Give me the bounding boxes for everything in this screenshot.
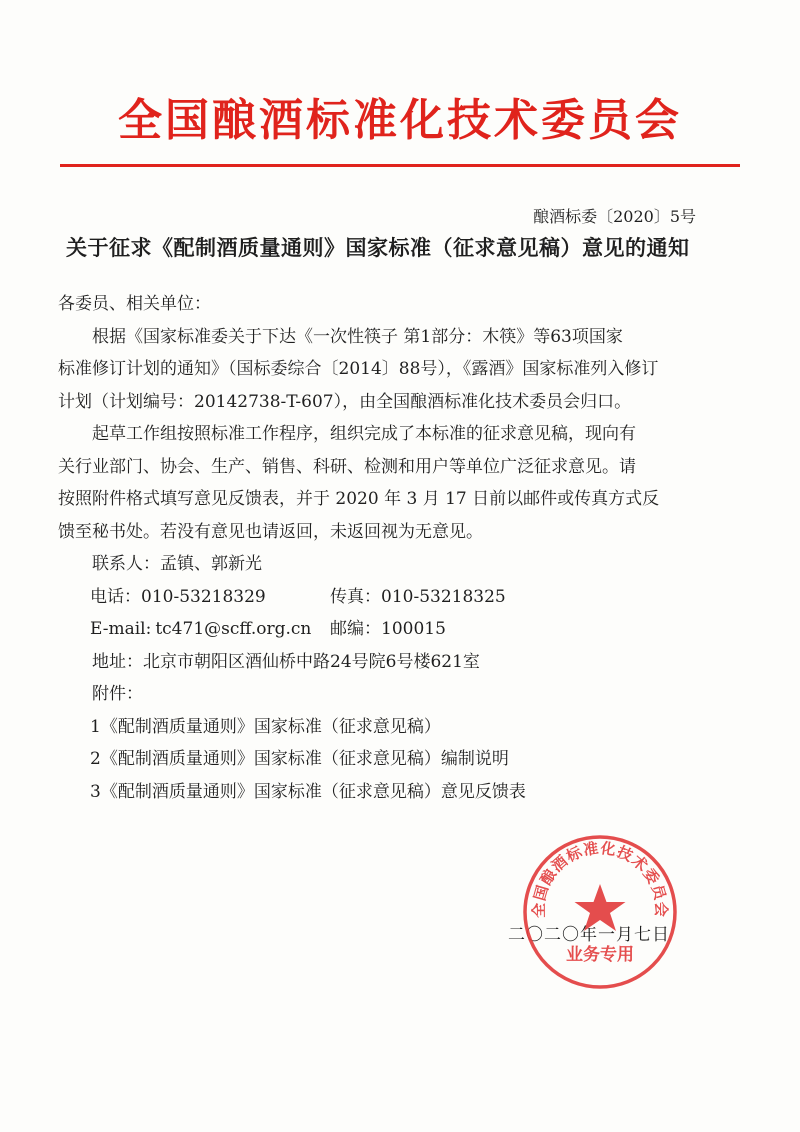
- paragraph-line: 按照附件格式填写意见反馈表，并于 2020 年 3 月 17 日前以邮件或传真方式反: [58, 489, 660, 509]
- email-label: E-mail:: [90, 619, 152, 639]
- email-postcode-row: [58, 613, 718, 646]
- phone-fax-row: [58, 581, 718, 614]
- seal-star-icon: [575, 884, 626, 931]
- attachment-item: 1《配制酒质量通则》国家标准（征求意见稿）: [90, 716, 441, 737]
- contact-persons: 联系人：孟镇、郭新光: [92, 554, 262, 574]
- document-title: 关于征求《配制酒质量通则》国家标准（征求意见稿）意见的通知: [66, 236, 690, 260]
- paragraph-1: [58, 321, 718, 419]
- paragraph-line: 根据《国家标准委关于下达《一次性筷子 第1部分：木筷》等63项国家: [92, 326, 623, 347]
- address: 地址：北京市朝阳区酒仙桥中路24号院6号楼621室: [92, 651, 480, 672]
- attachments-heading: 附件：: [92, 684, 143, 704]
- postcode-value: 100015: [381, 619, 446, 639]
- salutation: 各委员、相关单位：: [58, 294, 211, 314]
- letterhead-title: 全国酿酒标准化技术委员会: [118, 95, 682, 146]
- phone-label: 电话：: [90, 586, 141, 607]
- letterhead-divider: [60, 164, 740, 167]
- seal-outer-text: 全国酿酒标准化技术委员会: [529, 839, 671, 918]
- fax-number: 010-53218325: [381, 586, 506, 607]
- paragraph-line: 计划（计划编号：20142738-T-607），由全国酿酒标准化技术委员会归口。: [58, 391, 632, 412]
- postcode-label: 邮编：: [330, 619, 381, 639]
- attachment-item: 2《配制酒质量通则》国家标准（征求意见稿）编制说明: [90, 749, 509, 769]
- phone-number: 010-53218329: [141, 586, 266, 607]
- paragraph-line: 馈至秘书处。若没有意见也请返回，未返回视为无意见。: [58, 521, 483, 542]
- fax-label: 传真：: [330, 586, 381, 607]
- document-number: 酿酒标委〔2020〕5号: [533, 207, 696, 226]
- paragraph-line: 关行业部门、协会、生产、销售、科研、检测和用户等单位广泛征求意见。请: [58, 456, 636, 477]
- attachment-item: 3《配制酒质量通则》国家标准（征求意见稿）意见反馈表: [90, 781, 526, 802]
- paragraph-line: 标准修订计划的通知》（国标委综合〔2014〕88号），《露酒》国家标准列入修订: [58, 359, 659, 379]
- seal-bottom-text: 业务专用: [566, 945, 634, 965]
- official-seal: [520, 832, 680, 992]
- email-address: tc471@scff.org.cn: [155, 619, 312, 639]
- document-body: [58, 288, 718, 808]
- paragraph-2: [58, 418, 718, 548]
- issue-date: 二〇二〇年一月七日: [508, 925, 670, 945]
- paragraph-line: 起草工作组按照标准工作程序，组织完成了本标准的征求意见稿，现向有: [92, 424, 636, 444]
